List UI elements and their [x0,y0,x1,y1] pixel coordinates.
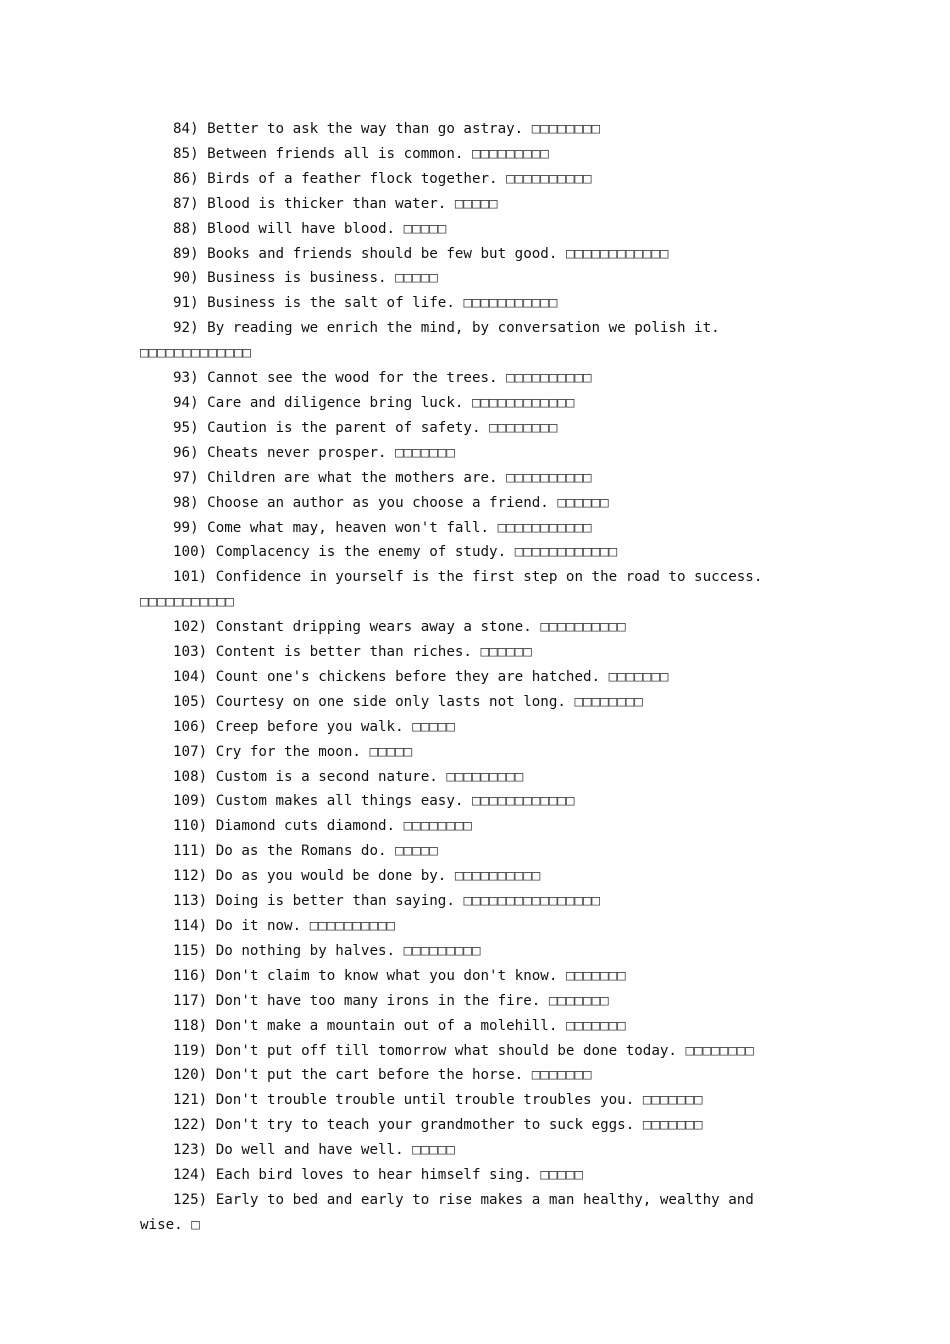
chinese-translation: □□□□□□□□ [574,693,643,710]
item-number: 104) [173,668,208,685]
list-item [140,1188,805,1238]
chinese-translation: □□□□□□□□□□ [454,868,541,885]
list-item [140,192,805,217]
item-number: 88) [173,220,199,237]
english-proverb: Cheats never prosper. [207,444,387,461]
list-item [140,715,805,740]
item-number: 85) [173,145,199,162]
list-item [140,665,805,690]
list-item [140,142,805,167]
english-proverb: Creep before you walk. [215,718,404,735]
item-number: 121) [173,1092,208,1109]
item-number: 125) [173,1191,208,1208]
chinese-translation: □□□□□□□□□□□ [140,594,234,611]
item-number: 105) [173,693,208,710]
list-item [140,914,805,939]
chinese-translation: □ [191,1216,200,1233]
list-item [140,1163,805,1188]
item-number: 93) [173,370,199,387]
item-number: 124) [173,1167,208,1184]
english-proverb: Doing is better than saying. [215,893,455,910]
chinese-translation: □□□□□□□□□□□□ [514,544,618,561]
item-number: 84) [173,121,199,137]
item-number: 90) [173,270,199,287]
english-proverb: Do as the Romans do. [215,843,387,860]
list-item [140,964,805,989]
list-item [140,540,805,565]
chinese-translation: □□□□□□□□ [489,419,558,436]
list-item [140,1113,805,1138]
item-number: 107) [173,743,208,760]
list-item [140,1039,805,1064]
chinese-translation: □□□□□ [540,1167,584,1184]
list-item [140,441,805,466]
english-proverb: Blood is thicker than water. [207,195,447,212]
list-item [140,391,805,416]
chinese-translation: □□□□□□□□ [403,818,472,835]
list-item [140,167,805,192]
list-item [140,291,805,316]
list-item [140,491,805,516]
chinese-translation: □□□□□□□ [548,992,609,1009]
item-number: 102) [173,619,208,636]
chinese-translation: □□□□□□□□□□□ [497,519,592,536]
item-number: 92) [173,320,199,337]
list-item [140,117,805,142]
item-number: 113) [173,893,208,910]
chinese-translation: □□□□□□□ [565,1017,626,1034]
list-item [140,366,805,391]
chinese-translation: □□□□□□□□□□□□ [471,793,575,810]
list-item [140,765,805,790]
chinese-translation: □□□□□□□□□□ [540,619,626,636]
proverb-list [140,117,805,1238]
item-number: 109) [173,793,208,810]
item-number: 118) [173,1017,208,1034]
chinese-translation: □□□□□□□ [395,444,455,461]
item-number: 98) [173,494,199,511]
chinese-translation: □□□□□□□ [642,1092,703,1109]
item-number: 91) [173,295,199,312]
item-number: 110) [173,818,208,835]
english-proverb: Better to ask the way than go astray. [207,121,524,137]
english-proverb: Don't make a mountain out of a molehill. [215,1017,558,1034]
chinese-translation: □□□□□ [403,220,447,237]
chinese-translation: □□□□□ [369,743,413,760]
list-item [140,640,805,665]
english-proverb: Courtesy on one side only lasts not long. [215,693,566,710]
english-proverb: Early to bed and early to rise makes a man healthy, wealthy and wise. [140,1191,754,1233]
list-item [140,789,805,814]
english-proverb: Don't put off till tomorrow what should be done today. [215,1042,677,1059]
chinese-translation: □□□□□□□□□□ [506,170,592,187]
english-proverb: Confidence in yourself is the first step on the road to success. [215,569,763,586]
english-proverb: Each bird loves to hear himself sing. [215,1167,532,1184]
chinese-translation: □□□□□□□□□□□□ [471,394,575,411]
chinese-translation: □□□□□□□□□□□□□□□□ [463,893,601,910]
item-number: 115) [173,942,208,959]
item-number: 103) [173,644,208,661]
chinese-translation: □□□□□ [454,195,498,212]
item-number: 97) [173,469,199,486]
item-number: 94) [173,394,199,411]
english-proverb: Books and friends should be few but good. [207,245,558,262]
english-proverb: Do as you would be done by. [215,868,447,885]
english-proverb: Complacency is the enemy of study. [215,544,507,561]
english-proverb: Cannot see the wood for the trees. [207,370,498,387]
list-item [140,889,805,914]
english-proverb: Children are what the mothers are. [207,469,498,486]
chinese-translation: □□□□□□□ [608,668,669,685]
chinese-translation: □□□□□□□ [565,967,626,984]
english-proverb: Blood will have blood. [207,220,396,237]
english-proverb: Don't try to teach your grandmother to suck eggs. [215,1117,635,1134]
english-proverb: Don't have too many irons in the fire. [215,992,541,1009]
list-item [140,466,805,491]
english-proverb: Constant dripping wears away a stone. [215,619,532,636]
english-proverb: Between friends all is common. [207,145,464,162]
list-item [140,242,805,267]
list-item [140,1138,805,1163]
item-number: 120) [173,1067,208,1084]
chinese-translation: □□□□□□□□ [531,121,601,137]
item-number: 96) [173,444,199,461]
list-item [140,839,805,864]
english-proverb: Count one's chickens before they are hatched. [215,668,601,685]
list-item [140,939,805,964]
english-proverb: Care and diligence bring luck. [207,394,464,411]
list-item [140,1063,805,1088]
item-number: 89) [173,245,199,262]
list-item [140,1088,805,1113]
list-item [140,316,805,366]
item-number: 111) [173,843,208,860]
list-item [140,864,805,889]
item-number: 86) [173,170,199,187]
english-proverb: Come what may, heaven won't fall. [207,519,490,536]
item-number: 99) [173,519,199,536]
english-proverb: Do it now. [215,918,302,934]
english-proverb: Business is business. [207,270,387,287]
english-proverb: By reading we enrich the mind, by conversation we polish it. [207,320,720,337]
english-proverb: Content is better than riches. [215,644,472,661]
chinese-translation: □□□□□□□□□□ [309,918,396,934]
chinese-translation: □□□□□□□ [642,1117,703,1134]
item-number: 117) [173,992,208,1009]
list-item [140,989,805,1014]
item-number: 122) [173,1117,208,1134]
english-proverb: Do well and have well. [215,1142,404,1159]
english-proverb: Custom makes all things easy. [215,793,464,810]
list-item [140,615,805,640]
english-proverb: Birds of a feather flock together. [207,170,498,187]
chinese-translation: □□□□□□□□□□ [506,370,592,387]
list-item [140,516,805,541]
item-number: 100) [173,544,208,561]
chinese-translation: □□□□□□ [557,494,609,511]
english-proverb: Don't trouble trouble until trouble troubles you. [215,1092,635,1109]
list-item [140,565,805,615]
chinese-translation: □□□□□ [412,1142,455,1159]
chinese-translation: □□□□□ [395,843,438,860]
english-proverb: Business is the salt of life. [207,295,455,312]
english-proverb: Do nothing by halves. [215,942,396,959]
item-number: 101) [173,569,208,586]
item-number: 108) [173,768,208,785]
list-item [140,814,805,839]
chinese-translation: □□□□□□□□ [685,1042,754,1059]
item-number: 114) [173,918,208,934]
item-number: 106) [173,718,208,735]
item-number: 116) [173,967,208,984]
chinese-translation: □□□□□□□□□ [403,942,481,959]
chinese-translation: □□□□□□ [480,644,532,661]
english-proverb: Don't put the cart before the horse. [215,1067,524,1084]
chinese-translation: □□□□□□□□□□□□□ [140,345,252,362]
item-number: 123) [173,1142,208,1159]
english-proverb: Caution is the parent of safety. [207,419,481,436]
chinese-translation: □□□□□□□□□ [471,145,549,162]
list-item [140,217,805,242]
chinese-translation: □□□□□ [412,718,455,735]
chinese-translation: □□□□□□□□□□□□ [565,245,669,262]
list-item [140,1014,805,1039]
chinese-translation: □□□□□□□ [531,1067,592,1084]
english-proverb: Don't claim to know what you don't know. [215,967,558,984]
chinese-translation: □□□□□□□□□□□ [463,295,558,312]
chinese-translation: □□□□□□□□□ [446,768,524,785]
english-proverb: Cry for the moon. [215,743,361,760]
item-number: 87) [173,195,199,212]
list-item [140,690,805,715]
english-proverb: Diamond cuts diamond. [215,818,396,835]
list-item [140,416,805,441]
item-number: 119) [173,1042,208,1059]
list-item [140,266,805,291]
list-item [140,740,805,765]
english-proverb: Custom is a second nature. [215,768,438,785]
item-number: 95) [173,419,199,436]
item-number: 112) [173,868,208,885]
chinese-translation: □□□□□□□□□□ [506,469,592,486]
chinese-translation: □□□□□ [395,270,438,287]
english-proverb: Choose an author as you choose a friend. [207,494,549,511]
